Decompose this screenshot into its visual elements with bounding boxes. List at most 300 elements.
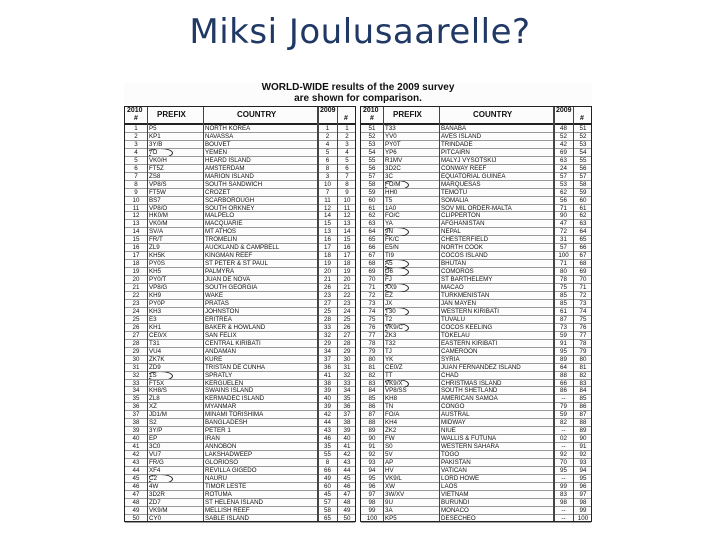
- rank-number-cell: 56: [579, 164, 587, 172]
- rank-number-cell: 7: [345, 172, 349, 180]
- rank-2009-cell: 79: [560, 403, 567, 411]
- rank-2009-cell: 100: [558, 252, 569, 260]
- rank-2010-cell: 35: [132, 395, 140, 403]
- scanned-survey-table: [124, 82, 592, 526]
- rank-2010-cell: 31: [132, 363, 140, 371]
- rank-number-cell: 17: [343, 252, 351, 260]
- rank-2010-cell: 18: [132, 260, 140, 268]
- prefix-cell: YV0: [385, 132, 397, 140]
- rank-2009-cell: 43: [324, 427, 331, 435]
- rank-2009-cell: 18: [324, 252, 331, 260]
- country-cell: TROMELIN: [205, 236, 237, 244]
- prefix-cell: 3D2C: [385, 164, 401, 172]
- table-row: [125, 133, 355, 141]
- rank-2009-cell: 61: [560, 307, 567, 315]
- rank-2009-cell: 4: [325, 140, 330, 148]
- rank-2009-cell: 42: [560, 140, 567, 148]
- rank-2010-cell: 87: [368, 411, 376, 419]
- rank-2009-cell: 72: [560, 228, 567, 236]
- rank-number-cell: 85: [579, 395, 587, 403]
- prefix-cell: PY0S: [149, 260, 165, 268]
- rank-number-cell: 70: [579, 276, 587, 284]
- table-row: [361, 316, 591, 324]
- table-row: [361, 205, 591, 213]
- prefix-cell: KH5: [149, 268, 162, 276]
- rank-2009-cell: --: [561, 427, 566, 435]
- prefix-cell: 9U: [385, 498, 393, 506]
- rank-2010-cell: 27: [132, 331, 140, 339]
- rank-2010-cell: 85: [368, 395, 376, 403]
- rank-2010-cell: 48: [132, 498, 140, 506]
- rank-number-cell: 90: [579, 435, 587, 443]
- rank-2009-cell: 29: [324, 339, 331, 347]
- rank-2009-cell: --: [561, 514, 566, 522]
- prefix-cell: 7O: [149, 149, 201, 157]
- rank-2010-cell: 59: [368, 188, 376, 196]
- table-row: [125, 300, 355, 308]
- rank-number-cell: 93: [579, 459, 587, 467]
- rank-number-cell: 13: [343, 220, 351, 228]
- prefix-cell: E3: [149, 315, 157, 323]
- rank-2009-cell: 39: [324, 387, 331, 395]
- rank-2010-cell: 40: [132, 435, 140, 443]
- rank-number-cell: 55: [579, 156, 587, 164]
- table-row: [125, 212, 355, 220]
- prefix-cell: KP1: [149, 132, 161, 140]
- rank-number-cell: 36: [343, 403, 351, 411]
- rank-2010-cell: 14: [132, 228, 140, 236]
- rank-number-cell: 69: [579, 268, 587, 276]
- table-row: [361, 236, 591, 244]
- rank-2009-cell: 5: [325, 148, 330, 156]
- table-row: [125, 380, 355, 388]
- prefix-cell: ZL9: [149, 244, 160, 252]
- rank-2010-cell: 2: [134, 132, 138, 140]
- rank-number-cell: 97: [579, 490, 587, 498]
- country-cell: MALYJ VYSOTSKIJ: [441, 156, 497, 164]
- country-cell: MARION ISLAND: [205, 172, 254, 180]
- prefix-cell: BS7: [149, 196, 161, 204]
- rank-2009-cell: 78: [560, 276, 567, 284]
- rank-2010-cell: 70: [368, 276, 376, 284]
- rank-number-cell: 59: [579, 188, 587, 196]
- rank-2009-cell: 33: [324, 323, 331, 331]
- rank-2010-cell: 81: [368, 363, 376, 371]
- country-cell: SOUTH SANDWICH: [205, 180, 263, 188]
- prefix-cell: P5: [149, 125, 157, 132]
- prefix-cell: 1S: [149, 372, 201, 380]
- country-cell: ROTUMA: [205, 490, 232, 498]
- prefix-cell: FO/A: [385, 411, 400, 419]
- rank-2010-cell: 1: [134, 125, 138, 132]
- table-row: [125, 467, 355, 475]
- table-row: [361, 451, 591, 459]
- rank-2009-cell: 75: [560, 284, 567, 292]
- column-divider: [203, 107, 204, 521]
- country-cell: CHRISTMAS ISLAND: [441, 379, 502, 387]
- prefix-cell: A5: [385, 260, 437, 268]
- prefix-cell: KH8: [385, 395, 398, 403]
- rank-2009-cell: 6: [325, 156, 330, 164]
- rank-2010-cell: 66: [368, 244, 376, 252]
- rank-2010-cell: 57: [368, 172, 376, 180]
- prefix-cell: XX9: [385, 284, 437, 292]
- table-row: [361, 165, 591, 173]
- country-cell: CONWAY REEF: [441, 164, 487, 172]
- rank-2009-cell: 12: [324, 204, 331, 212]
- rank-2009-cell: 2: [325, 132, 330, 140]
- country-cell: SABLE ISLAND: [205, 514, 250, 522]
- prefix-cell: 3C0: [149, 443, 161, 451]
- prefix-cell: XW: [385, 482, 395, 490]
- rank-number-cell: 82: [579, 371, 587, 379]
- rank-2009-cell: 69: [560, 148, 567, 156]
- prefix-cell: VU4: [149, 347, 162, 355]
- prefix-cell: VK9/X: [385, 380, 437, 388]
- country-cell: MT ATHOS: [205, 228, 237, 236]
- rank-2010-cell: 44: [132, 466, 140, 474]
- rank-2010-cell: 29: [132, 347, 140, 355]
- rank-number-cell: 54: [579, 148, 587, 156]
- country-cell: NORTH COOK: [441, 244, 483, 252]
- rank-number-cell: 11: [343, 204, 351, 212]
- prefix-cell: XF4: [149, 466, 161, 474]
- table-row: [361, 125, 591, 133]
- prefix-cell: S0: [385, 443, 393, 451]
- prefix-cell: ZD9: [149, 363, 161, 371]
- table-row: [361, 435, 591, 443]
- rank-2009-cell: 91: [560, 339, 567, 347]
- rank-2009-cell: 45: [324, 490, 331, 498]
- rank-number-cell: 52: [579, 132, 587, 140]
- country-cell: LAOS: [441, 482, 458, 490]
- scan-title: [124, 82, 592, 104]
- prefix-cell: 3Y/P: [149, 427, 163, 435]
- country-cell: SCARBOROUGH: [205, 196, 255, 204]
- rank-2009-cell: 89: [560, 355, 567, 363]
- prefix-cell: FO/M: [385, 181, 437, 189]
- rank-number-cell: 5: [345, 156, 349, 164]
- prefix-cell: TN: [385, 403, 394, 411]
- rank-number-cell: 71: [579, 284, 587, 292]
- prefix-cell: TJ: [385, 347, 392, 355]
- rank-number-cell: 81: [579, 363, 587, 371]
- country-cell: AMSTERDAM: [205, 164, 245, 172]
- rank-2009-cell: 59: [560, 411, 567, 419]
- table-row: [125, 173, 355, 181]
- rank-2010-cell: 100: [366, 514, 378, 522]
- table-row: [361, 395, 591, 403]
- prefix-cell: 4W: [149, 482, 159, 490]
- prefix-cell: AP: [385, 459, 394, 467]
- rank-2009-cell: 49: [324, 474, 331, 482]
- prefix-cell: T2: [385, 315, 393, 323]
- table-row: [125, 220, 355, 228]
- right-rows: [361, 125, 591, 523]
- rank-number-cell: 24: [343, 307, 351, 315]
- country-cell: TURKMENISTAN: [441, 292, 490, 300]
- rank-number-cell: 63: [579, 220, 587, 228]
- prefix-cell: 3D2R: [149, 490, 165, 498]
- table-row: [125, 403, 355, 411]
- rank-number-cell: 51: [579, 125, 587, 132]
- prefix-cell: FR/T: [149, 236, 163, 244]
- prefix-cell: T33: [385, 125, 396, 132]
- table-row: [361, 515, 591, 523]
- rank-2010-cell: 62: [368, 212, 376, 220]
- rank-2010-cell: 90: [368, 435, 376, 443]
- rank-number-cell: 23: [343, 299, 351, 307]
- right-table: [360, 106, 592, 522]
- prefix-cell: E5/N: [385, 244, 399, 252]
- rank-number-cell: 42: [343, 451, 351, 459]
- country-cell: MACQUARIE: [205, 220, 243, 228]
- country-cell: MONACO: [441, 506, 469, 514]
- country-cell: SYRIA: [441, 355, 460, 363]
- rank-2010-cell: 42: [132, 451, 140, 459]
- country-cell: PETER 1: [205, 427, 231, 435]
- rank-2009-cell: 57: [324, 498, 331, 506]
- table-row: [361, 141, 591, 149]
- country-cell: TEMOTU: [441, 188, 468, 196]
- table-row: [125, 260, 355, 268]
- prefix-cell: FT5X: [149, 379, 165, 387]
- prefix-cell: YK: [385, 355, 394, 363]
- prefix-cell: KH1: [149, 323, 162, 331]
- table-row: [125, 483, 355, 491]
- rank-number-cell: 2: [345, 132, 349, 140]
- rank-2009-cell: 86: [560, 387, 567, 395]
- country-cell: DESECHEO: [441, 514, 476, 522]
- prefix-cell: VK9/M: [149, 506, 168, 514]
- rank-2010-cell: 15: [132, 236, 140, 244]
- rank-number-cell: 53: [579, 140, 587, 148]
- prefix-cell: 3C: [385, 172, 393, 180]
- table-row: [125, 419, 355, 427]
- table-row: [125, 507, 355, 515]
- rank-number-cell: 1: [345, 125, 349, 132]
- rank-2009-cell: 66: [324, 466, 331, 474]
- country-cell: YEMEN: [205, 148, 228, 156]
- country-cell: MELLISH REEF: [205, 506, 250, 514]
- rank-number-cell: 16: [343, 244, 351, 252]
- rank-2009-cell: 1: [325, 125, 330, 132]
- left-table-header: [125, 107, 355, 125]
- prefix-cell: VU7: [149, 451, 162, 459]
- country-cell: VATICAN: [441, 466, 467, 474]
- table-row: [125, 491, 355, 499]
- country-cell: JAN MAYEN: [441, 299, 476, 307]
- rank-2009-cell: 40: [324, 395, 331, 403]
- rank-2009-cell: 13: [324, 228, 331, 236]
- country-cell: NEPAL: [441, 228, 461, 236]
- rank-number-cell: 88: [579, 419, 587, 427]
- table-row: [361, 228, 591, 236]
- country-cell: MARQUESAS: [441, 180, 481, 188]
- rank-2009-cell: 92: [560, 451, 567, 459]
- table-row: [361, 427, 591, 435]
- rank-2010-cell: 60: [368, 196, 376, 204]
- prefix-cell: R1MV: [385, 156, 403, 164]
- table-row: [361, 260, 591, 268]
- prefix-cell: VK0/M: [149, 220, 168, 228]
- rank-2009-cell: 28: [324, 315, 331, 323]
- rank-number-cell: 96: [579, 482, 587, 490]
- country-cell: SOV MIL ORDER-MALTA: [441, 204, 512, 212]
- country-cell: EASTERN KIRIBATI: [441, 339, 498, 347]
- prefix-cell: YP6: [385, 148, 397, 156]
- prefix-cell: CY0: [149, 514, 162, 522]
- rank-2009-cell: 48: [560, 125, 567, 132]
- rank-number-cell: 72: [579, 292, 587, 300]
- rank-number-cell: 19: [343, 268, 351, 276]
- rank-2010-cell: 13: [132, 220, 140, 228]
- country-cell: PALMYRA: [205, 268, 235, 276]
- prefix-cell: T30: [385, 308, 437, 316]
- rank-number-cell: 68: [579, 260, 587, 268]
- country-cell: ST PETER & ST PAUL: [205, 260, 268, 268]
- rank-number-cell: 12: [343, 212, 351, 220]
- country-cell: BURUNDI: [441, 498, 470, 506]
- column-divider: [317, 107, 319, 521]
- rank-2010-cell: 56: [368, 164, 376, 172]
- country-cell: GLORIOSO: [205, 459, 239, 467]
- table-row: [361, 173, 591, 181]
- prefix-cell: ZK7K: [149, 355, 165, 363]
- rank-2009-cell: 02: [560, 435, 567, 443]
- column-divider: [573, 107, 574, 521]
- prefix-cell: VK9/C: [385, 324, 437, 332]
- header-2010: 2010: [363, 107, 379, 114]
- column-divider: [439, 107, 440, 521]
- prefix-cell: T5: [385, 196, 393, 204]
- country-cell: TRISTAN DE CUNHA: [205, 363, 266, 371]
- rank-2009-cell: 17: [324, 244, 331, 252]
- rank-number-cell: 9: [345, 188, 349, 196]
- rank-number-cell: 46: [343, 482, 351, 490]
- rank-2009-cell: 31: [560, 236, 567, 244]
- rank-number-cell: 83: [579, 379, 587, 387]
- country-cell: KERMADEC ISLAND: [205, 395, 265, 403]
- rank-2009-cell: 24: [560, 164, 567, 172]
- country-cell: TRINDADE: [441, 140, 473, 148]
- rank-2010-cell: 79: [368, 347, 376, 355]
- country-cell: BOUVET: [205, 140, 231, 148]
- rank-2009-cell: 19: [324, 260, 331, 268]
- rank-number-cell: 74: [579, 307, 587, 315]
- rank-number-cell: 38: [343, 419, 351, 427]
- rank-2010-cell: 51: [368, 125, 376, 132]
- rank-number-cell: 33: [343, 379, 351, 387]
- country-cell: KERGUELEN: [205, 379, 244, 387]
- country-cell: NAURU: [205, 474, 228, 482]
- country-cell: WESTERN SAHARA: [441, 443, 500, 451]
- rank-number-cell: 31: [343, 363, 351, 371]
- table-row: [125, 284, 355, 292]
- rank-2009-cell: 34: [324, 347, 331, 355]
- country-cell: ST BARTHELEMY: [441, 276, 493, 284]
- table-row: [361, 149, 591, 157]
- country-cell: VIETNAM: [441, 490, 469, 498]
- rank-number-cell: 20: [343, 276, 351, 284]
- table-row: [125, 181, 355, 189]
- country-cell: TUVALU: [441, 315, 465, 323]
- prefix-cell: KP5: [385, 514, 397, 522]
- rank-number-cell: 21: [343, 284, 351, 292]
- rank-2009-cell: 60: [324, 482, 331, 490]
- scan-title-line-2: are shown for comparison.: [294, 93, 422, 104]
- rank-2009-cell: 83: [560, 490, 567, 498]
- country-cell: JUAN FERNANDEZ ISLAND: [441, 363, 521, 371]
- rank-2010-cell: 89: [368, 427, 376, 435]
- rank-2010-cell: 97: [368, 490, 376, 498]
- rank-2009-cell: 66: [560, 379, 567, 387]
- rank-2009-cell: 87: [560, 315, 567, 323]
- country-cell: AVES ISLAND: [441, 132, 482, 140]
- prefix-cell: FW: [385, 435, 395, 443]
- header-num: #: [344, 115, 348, 122]
- prefix-cell: CE0/X: [149, 331, 167, 339]
- rank-2009-cell: 42: [324, 411, 331, 419]
- country-cell: AUCKLAND & CAMPBELL: [205, 244, 280, 252]
- rank-number-cell: 98: [579, 498, 587, 506]
- prefix-cell: XZ: [149, 403, 157, 411]
- rank-2009-cell: 65: [324, 514, 331, 522]
- country-cell: MYANMAR: [205, 403, 237, 411]
- rank-2009-cell: 71: [560, 260, 567, 268]
- prefix-cell: 5V: [385, 451, 393, 459]
- country-cell: SWAINS ISLAND: [205, 387, 254, 395]
- rank-number-cell: 37: [343, 411, 351, 419]
- country-cell: SOUTH GEORGIA: [205, 284, 258, 292]
- country-cell: MACAO: [441, 284, 464, 292]
- column-divider: [337, 107, 338, 521]
- country-cell: LORD HOWE: [441, 474, 480, 482]
- rank-2009-cell: 98: [560, 498, 567, 506]
- country-cell: WESTERN KIRIBATI: [441, 307, 499, 315]
- rank-2010-cell: 50: [132, 514, 140, 522]
- rank-2010-cell: 94: [368, 466, 376, 474]
- prefix-cell: TT: [385, 371, 393, 379]
- prefix-cell: KH9: [149, 292, 162, 300]
- prefix-cell: ZL8: [149, 395, 160, 403]
- rank-number-cell: 43: [343, 459, 351, 467]
- rank-2010-cell: 99: [368, 506, 376, 514]
- rank-2009-cell: 10: [324, 180, 331, 188]
- rank-2010-cell: 25: [132, 315, 140, 323]
- table-row: [361, 284, 591, 292]
- scan-title-line-1: WORLD-WIDE results of the 2009 survey: [261, 82, 455, 93]
- rank-2010-cell: 93: [368, 459, 376, 467]
- rank-number-cell: 87: [579, 411, 587, 419]
- rank-2009-cell: 11: [324, 196, 331, 204]
- rank-2009-cell: 82: [560, 419, 567, 427]
- rank-2009-cell: 27: [324, 299, 331, 307]
- rank-number-cell: 76: [579, 323, 587, 331]
- header-country: COUNTRY: [473, 110, 513, 119]
- rank-number-cell: 22: [343, 292, 351, 300]
- rank-number-cell: 18: [343, 260, 351, 268]
- prefix-cell: VP8/G: [149, 284, 168, 292]
- rank-2010-cell: 21: [132, 284, 140, 292]
- country-cell: BHUTAN: [441, 260, 466, 268]
- header-2009: 2009: [320, 107, 336, 114]
- table-row: [125, 372, 355, 380]
- rank-2009-cell: --: [561, 474, 566, 482]
- table-row: [125, 443, 355, 451]
- rank-2010-cell: 92: [368, 451, 376, 459]
- rank-number-cell: 80: [579, 355, 587, 363]
